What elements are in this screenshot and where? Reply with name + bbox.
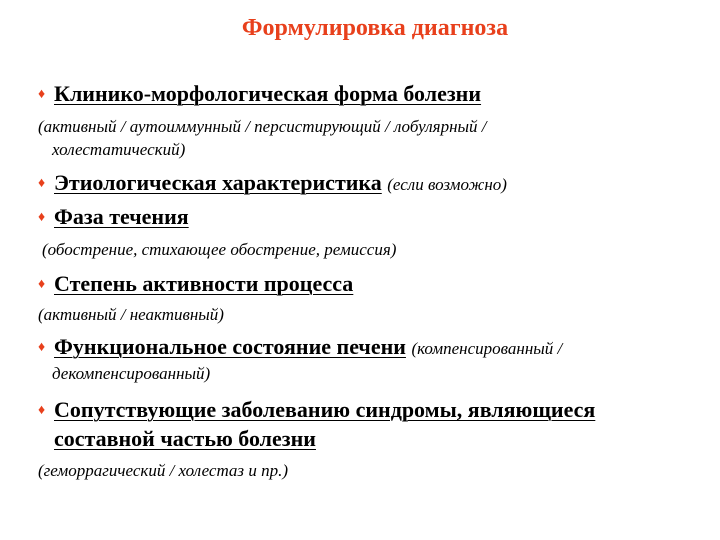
item-heading: Этиологическая характеристика <box>54 170 382 195</box>
page-title: Формулировка диагноза <box>241 15 509 41</box>
item-note: (активный / аутоиммунный / персистирующий / лобулярный / <box>38 117 487 136</box>
item-note: (активный / неактивный) <box>38 305 224 324</box>
item-note: декомпенсированный) <box>52 364 211 383</box>
diamond-bullet-icon: ♦ <box>38 277 46 292</box>
list-item-phase <box>38 205 189 230</box>
item-note: холестатический) <box>52 140 186 159</box>
item-heading: Степень активности процесса <box>54 271 354 296</box>
diamond-bullet-icon: ♦ <box>38 210 46 225</box>
list-item-activity <box>38 272 353 297</box>
item-note: (геморрагический / холестаз и пр.) <box>38 461 288 480</box>
item-heading: Клинико-морфологическая форма болезни <box>54 81 482 106</box>
item-heading: составной частью болезни <box>54 426 316 451</box>
item-heading: Функциональное состояние печени <box>54 334 406 359</box>
diamond-bullet-icon: ♦ <box>38 176 46 191</box>
list-item-syndromes <box>38 398 595 423</box>
item-inline-note: (компенсированный / <box>411 339 563 358</box>
item-inline-note: (если возможно) <box>387 175 507 194</box>
item-heading-continuation <box>54 427 316 451</box>
diamond-bullet-icon: ♦ <box>38 403 46 418</box>
diamond-bullet-icon: ♦ <box>38 87 46 102</box>
list-item-etiology <box>38 171 507 197</box>
item-heading: Фаза течения <box>54 204 189 229</box>
list-item-clinical-form <box>38 82 481 107</box>
diamond-bullet-icon: ♦ <box>38 340 46 355</box>
list-item-liver-function <box>38 335 562 361</box>
item-note: (обострение, стихающее обострение, ремиссия) <box>42 240 397 259</box>
item-heading: Сопутствующие заболеванию синдромы, являющиеся <box>54 397 596 422</box>
